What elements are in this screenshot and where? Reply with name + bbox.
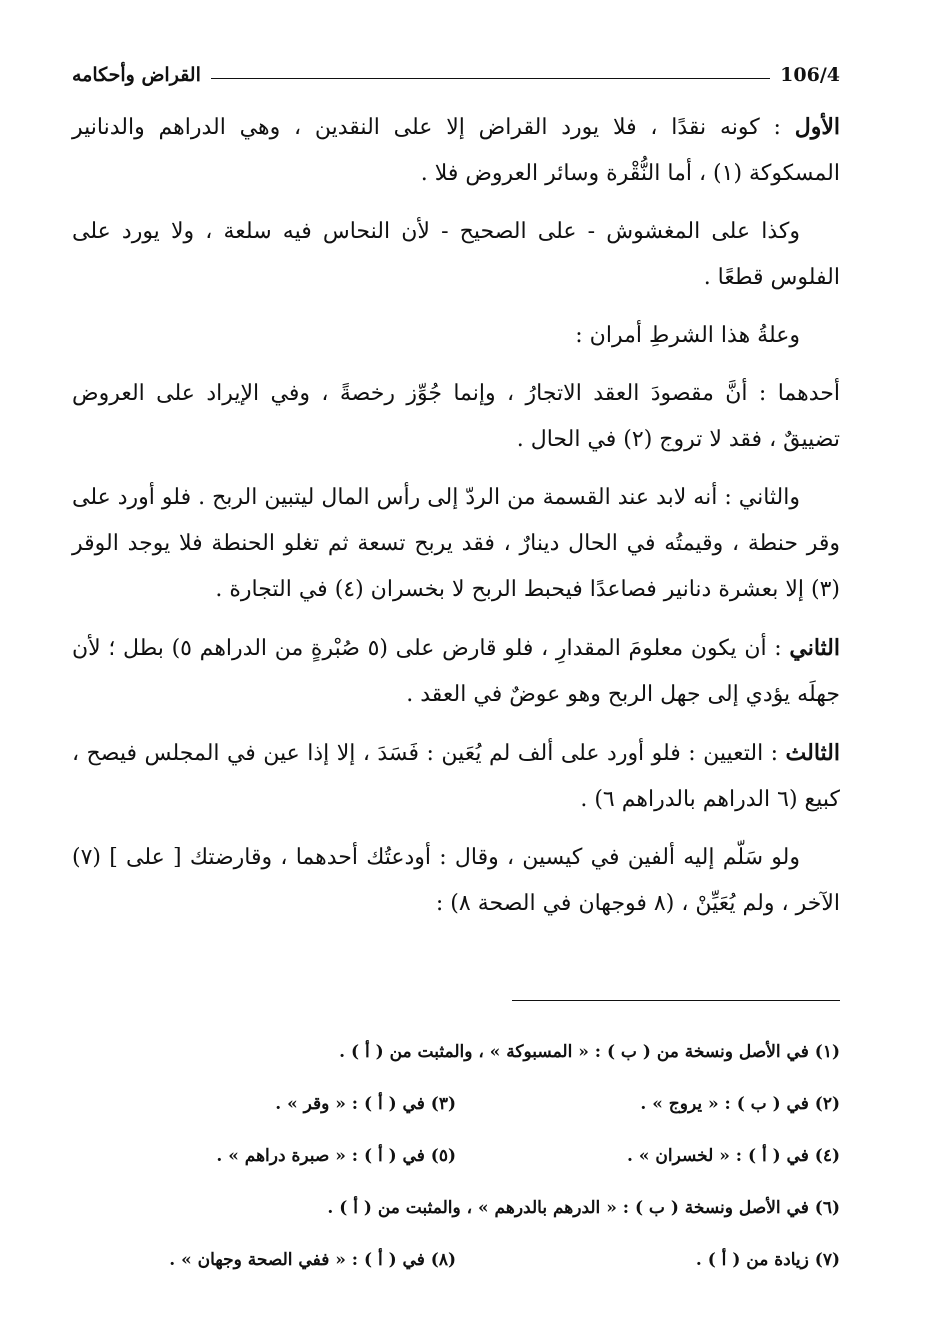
footnote-3: (٣) في ( أ ) : « وقر » . [275,1094,456,1114]
footnote-2: (٢) في ( ب ) : « يروج » . [640,1094,840,1114]
footnote-row [72,1182,840,1234]
paragraph-condition-second [72,625,840,718]
paragraph-text: أحدهما : أنَّ مقصودَ العقد الاتجارُ ، وإنما جُوِّز رخصةً ، وفي الإيراد على العروض تضييقٌ ، فقد لا تروج (٢) في الحال . [72,381,840,452]
paragraph-term: الثالث [785,740,840,766]
page-header [72,58,840,92]
running-title: القراض وأحكامه [72,64,201,86]
paragraph [72,835,840,927]
paragraph-condition-first [72,104,840,197]
footnote-4: (٤) في ( أ ) : « لخسران » . [627,1146,840,1166]
paragraph-text: ولو سَلّم إليه ألفين في كيسين ، وقال : أودعتُك أحدهما ، وقارضتك [ على ] (٧) الآخر ، ولم يُعَيِّنْ ، (٨ فوجهان في الصحة ٨) : [72,845,840,916]
paragraph-text: وعلةُ هذا الشرطِ أمران : [575,323,800,348]
footnote-row [72,1026,840,1078]
header-rule [211,78,770,79]
paragraph-term: الأول [794,114,840,140]
footnote-7: (٧) زيادة من ( أ ) . [695,1250,840,1270]
footnote-8: (٨) في ( أ ) : « ففي الصحة وجهان » . [169,1250,456,1270]
paragraph-text: : أن يكون معلومَ المقدارِ ، فلو قارض على (٥ صُبْرةٍ من الدراهم ٥) بطل ؛ لأن جهلَه يؤدي إلى جهل الربح وهو عوضٌ في العقد . [72,636,840,707]
paragraph-condition-third [72,730,840,823]
paragraph-text: والثاني : أنه لابد عند القسمة من الردّ إلى رأس المال ليتبين الربح . فلو أورد على وقر حنطة ، وقيمتُه في الحال دينارٌ ، فقد يربح تسعة ثم تغلو الحنطة فلا يوجد الوقر (٣) إلا بعشرة دنانير فصاعدًا فيحبط الربح لا بخسران (٤) في التجارة . [72,485,840,602]
footnote-row [72,1130,840,1182]
paragraph [72,313,840,359]
paragraph-text: وكذا على المغشوش - على الصحيح - لأن النحاس فيه سلعة ، ولا يورد على الفلوس قطعًا . [72,219,840,290]
footnote-rule [512,1000,840,1001]
page-number: 106/4 [780,64,840,86]
footnote-1: (١) في الأصل ونسخة من ( ب ) : « المسبوكة » ، والمثبت من ( أ ) . [339,1042,840,1062]
footnotes [72,1026,840,1286]
paragraph [72,209,840,301]
footnote-5: (٥) في ( أ ) : « صبرة دراهم » . [216,1146,456,1166]
main-text [72,104,840,939]
paragraph-text: : كونه نقدًا ، فلا يورد القراض إلا على النقدين ، وهي الدراهم والدنانير المسكوكة (١) ، أما النُّقْرة وسائر العروض فلا . [72,115,840,186]
footnote-row [72,1234,840,1286]
paragraph-text: : التعيين : فلو أورد على ألف لم يُعَين : فَسَدَ ، إلا إذا عين في المجلس فيصح ، كبيع (٦ الدراهم بالدراهم ٦) . [72,741,840,812]
footnote-6: (٦) في الأصل ونسخة ( ب ) : « الدرهم بالدرهم » ، والمثبت من ( أ ) . [327,1198,840,1218]
paragraph [72,371,840,463]
footnote-row [72,1078,840,1130]
paragraph [72,475,840,613]
paragraph-term: الثاني [789,635,840,661]
